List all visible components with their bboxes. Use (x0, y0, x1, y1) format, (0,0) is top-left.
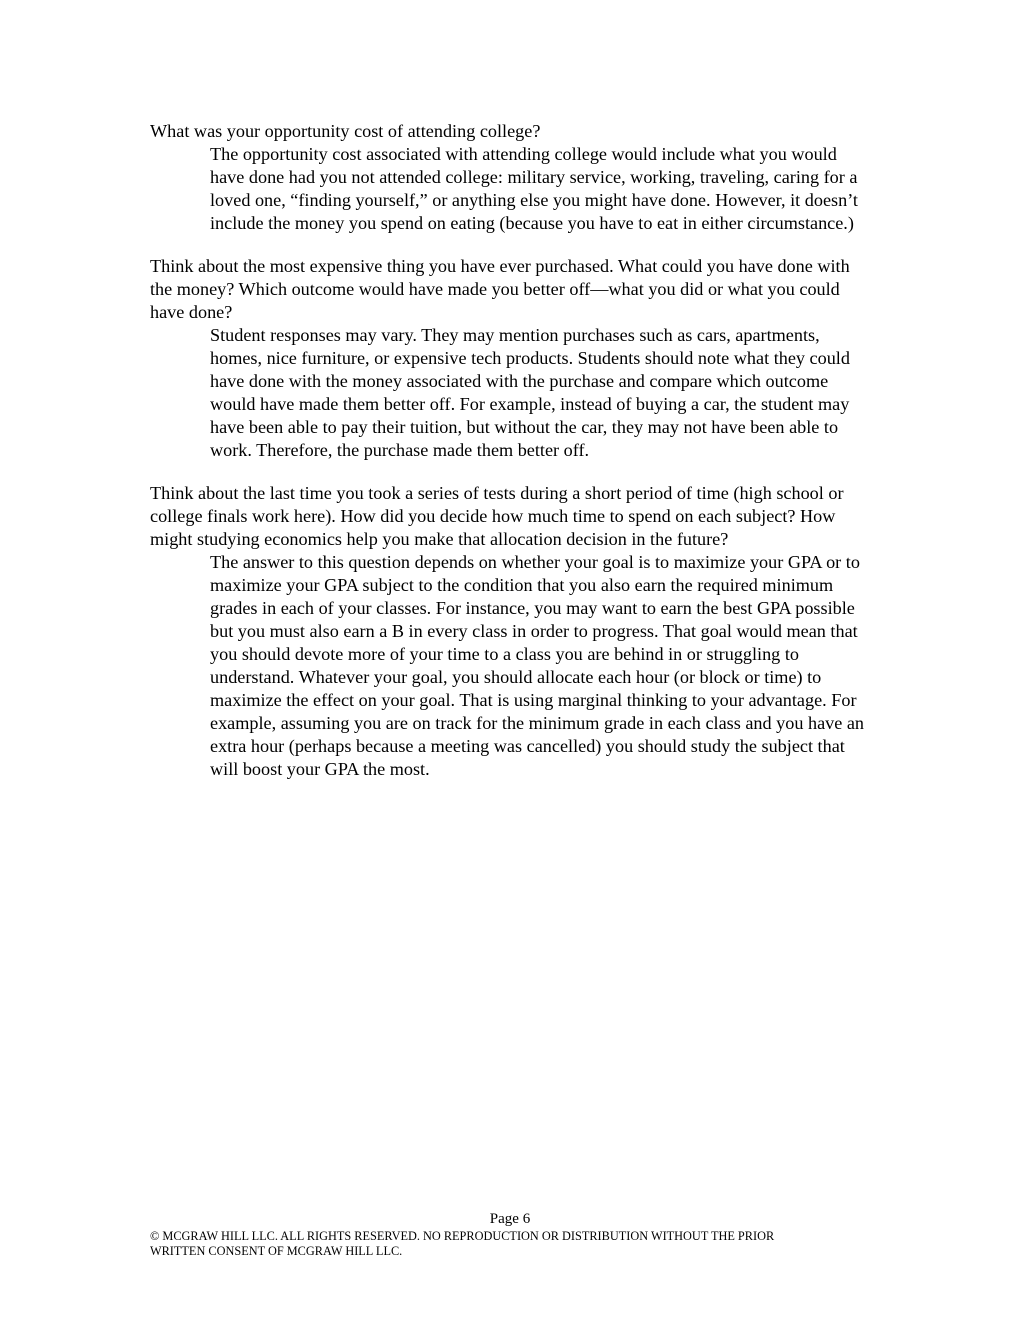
copyright-line-2: WRITTEN CONSENT OF MCGRAW HILL LLC. (150, 1244, 403, 1258)
copyright-notice (150, 1229, 870, 1259)
question-text: What was your opportunity cost of attending college? (150, 121, 541, 141)
answer-text: The answer to this question depends on whether your goal is to maximize your GPA or to maximize your GPA subject to the condition that you also earn the required minimum grades in each of your classes. For instance, you may want to earn the best GPA possible but you must also earn a B in every class in order to progress. That goal would mean that you should devote more of your time to a class you are behind in or struggling to understand. Whatever your goal, you should allocate each hour (or block or time) to maximize the effect on your goal. That is using marginal thinking to your advantage. For example, assuming you are on track for the minimum grade in each class and you have an extra hour (perhaps because a meeting was cancelled) you should study the subject that will boost your GPA the most. (210, 552, 865, 779)
copyright-line-1: © MCGRAW HILL LLC. ALL RIGHTS RESERVED. NO REPRODUCTION OR DISTRIBUTION WITHOUT THE PRIOR (150, 1229, 775, 1243)
answer-text: The opportunity cost associated with attending college would include what you would have done had you not attended college: military service, working, traveling, caring for a loved one, “finding yourself,” or anything else you might have done. However, it doesn’t include the money you spend on eating (because you have to eat in either circumstance.) (210, 144, 858, 233)
qa-item-expensive-purchase (150, 255, 872, 462)
page-number: Page 6 (489, 1211, 531, 1227)
document-body (150, 120, 872, 801)
qa-item-test-allocation (150, 482, 872, 781)
question-text: Think about the most expensive thing you have ever purchased. What could you have done with the money? Which outcome would have made you better off—what you did or what you could have done? (150, 256, 850, 322)
answer-text: Student responses may vary. They may mention purchases such as cars, apartments, homes, nice furniture, or expensive tech products. Students should note what they could have done with the money associated with the purchase and compare which outcome would have made them better off. For example, instead of buying a car, the student may have been able to pay their tuition, but without the car, they may not have been able to work. Therefore, the purchase made them better off. (210, 325, 850, 460)
question-text: Think about the last time you took a series of tests during a short period of time (high school or college finals work here). How did you decide how much time to spend on each subject? How might studying economics help you make that allocation decision in the future? (150, 483, 844, 549)
qa-item-opportunity-cost (150, 120, 872, 235)
